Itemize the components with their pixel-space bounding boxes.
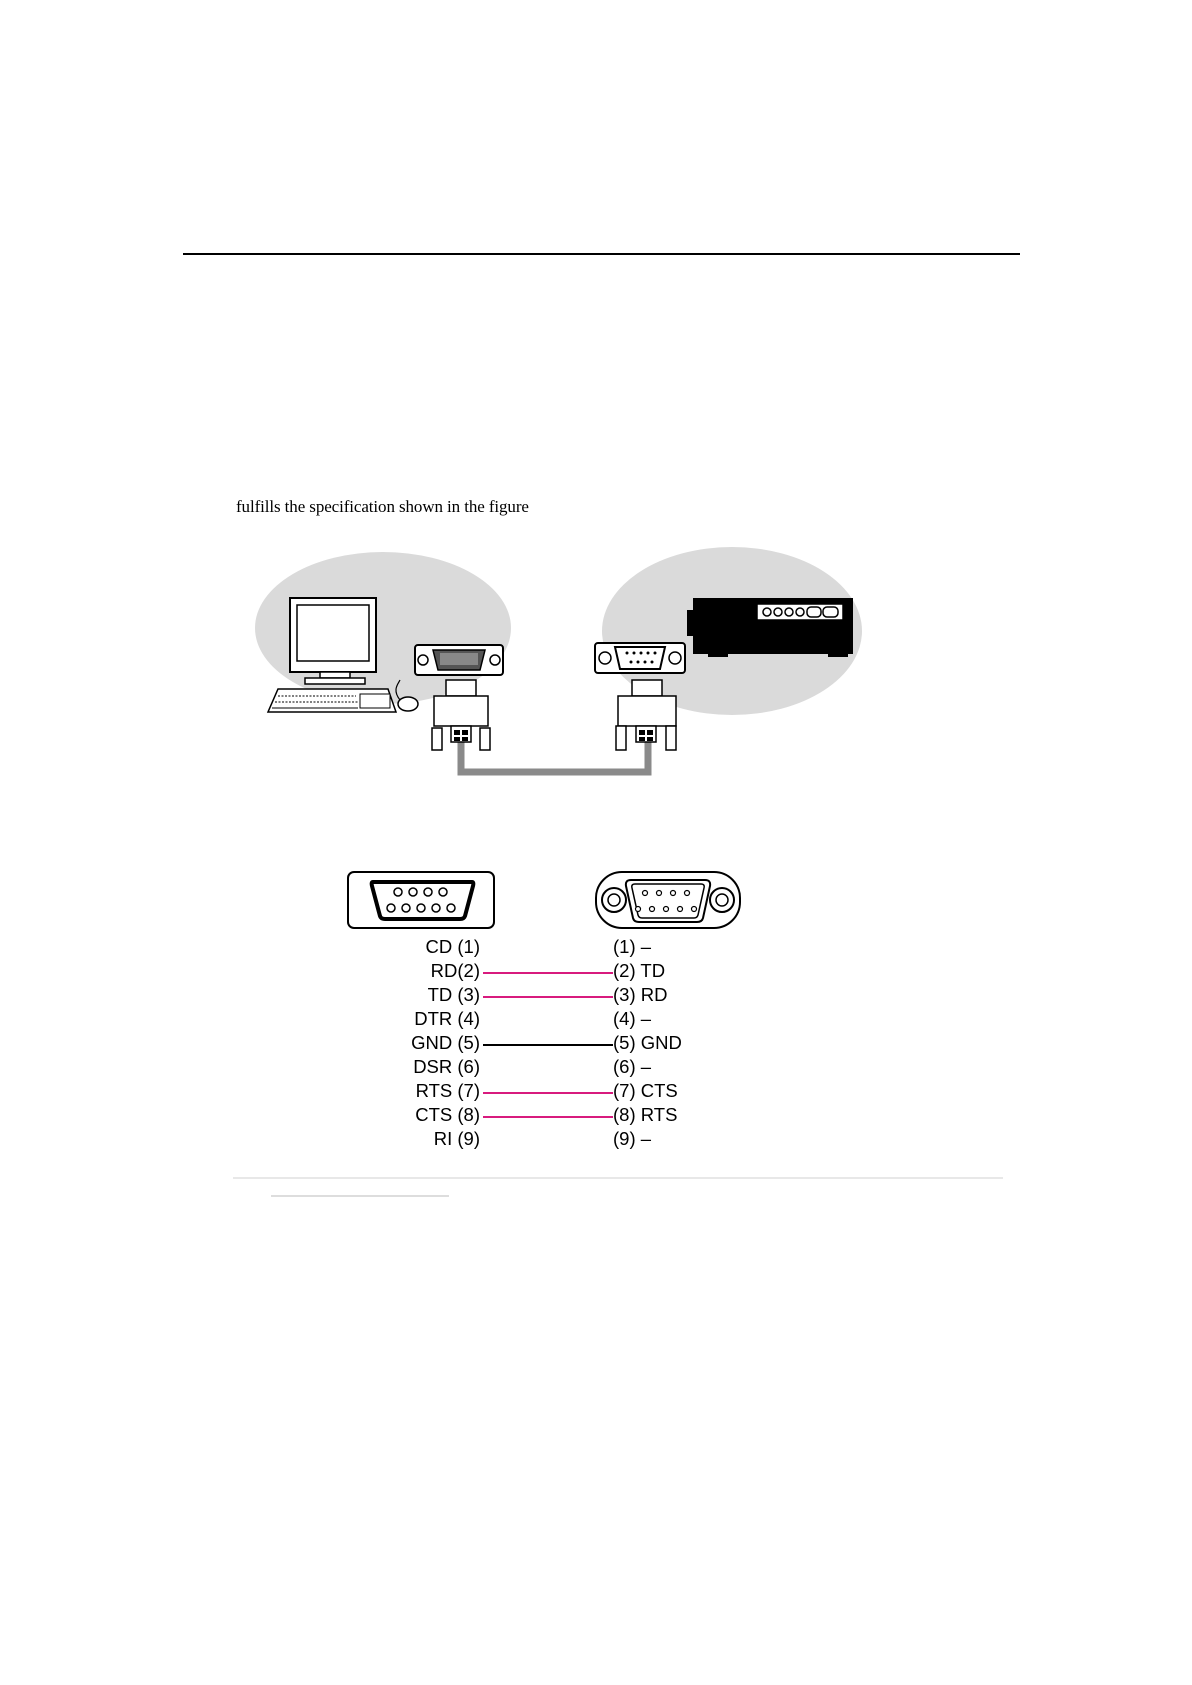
crossed-wire bbox=[483, 1116, 613, 1118]
projector-pin-label: (2) TD bbox=[613, 960, 666, 981]
pinout-row bbox=[0, 1104, 1192, 1128]
footer-rule bbox=[233, 1177, 1003, 1179]
pinout-row bbox=[0, 936, 1192, 960]
pinout-row bbox=[0, 1056, 1192, 1080]
projector-pin-label: (3) RD bbox=[613, 984, 668, 1005]
projector-pin-label: (5) GND bbox=[613, 1032, 682, 1053]
projector-serial-port-icon bbox=[595, 643, 685, 673]
ground-wire bbox=[483, 1044, 613, 1046]
pinout-row bbox=[0, 960, 1192, 984]
pc-pin-label: CD (1) bbox=[425, 936, 480, 957]
pc-pin-label: RI (9) bbox=[433, 1128, 480, 1149]
db9-male-port-icon bbox=[348, 872, 494, 928]
projector-pin-label: (6) – bbox=[613, 1056, 652, 1077]
figure-caption: fulfills the specification shown in the figure bbox=[236, 497, 529, 516]
projector-pin-label: (1) – bbox=[613, 936, 652, 957]
crossed-wire bbox=[483, 1092, 613, 1094]
crossed-wire bbox=[483, 972, 613, 974]
db9-female-port-icon bbox=[596, 872, 740, 928]
pinout-row bbox=[0, 1128, 1192, 1152]
projector-pin-label: (8) RTS bbox=[613, 1104, 678, 1125]
pc-pin-label: TD (3) bbox=[427, 984, 480, 1005]
projector-pin-label: (4) – bbox=[613, 1008, 652, 1029]
pinout-row bbox=[0, 1080, 1192, 1104]
pinout-row bbox=[0, 1032, 1192, 1056]
pinout-row bbox=[0, 1008, 1192, 1032]
projector-pin-label: (9) – bbox=[613, 1128, 652, 1149]
pinout-row bbox=[0, 984, 1192, 1008]
pc-pin-label: CTS (8) bbox=[415, 1104, 480, 1125]
pc-pin-label: GND (5) bbox=[411, 1032, 480, 1053]
pc-pin-label: DTR (4) bbox=[414, 1008, 480, 1029]
projector-icon bbox=[687, 598, 853, 657]
crossed-wire bbox=[483, 996, 613, 998]
projector-pin-label: (7) CTS bbox=[613, 1080, 678, 1101]
pc-pin-label: DSR (6) bbox=[413, 1056, 480, 1077]
footer-underline bbox=[271, 1195, 449, 1197]
pc-serial-port-icon bbox=[415, 645, 503, 675]
pc-pin-label: RTS (7) bbox=[415, 1080, 480, 1101]
pc-pin-label: RD(2) bbox=[430, 960, 480, 981]
